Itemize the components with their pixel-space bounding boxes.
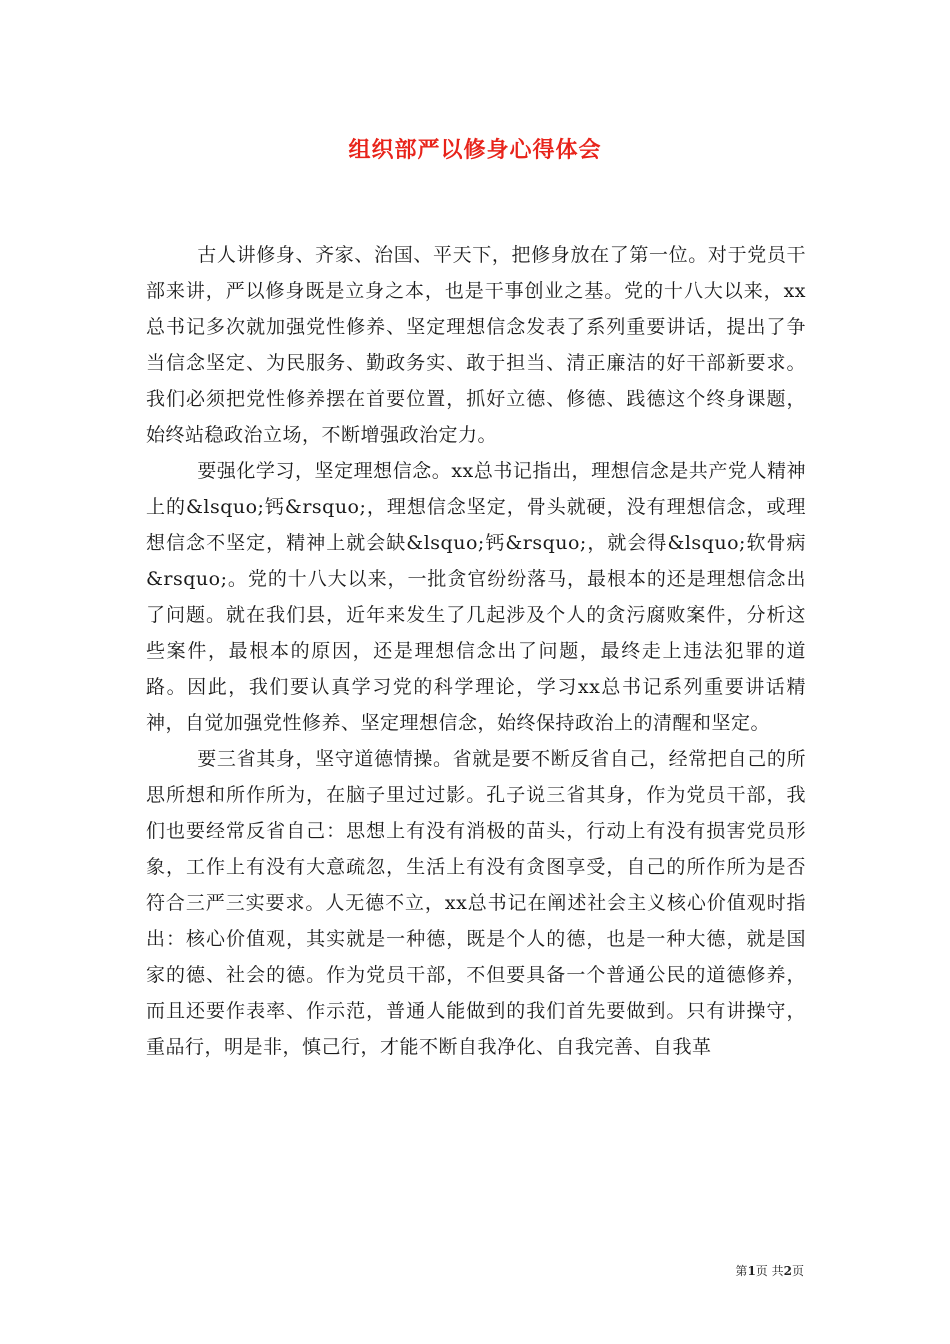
current-page-number: 1 xyxy=(747,1264,756,1278)
paragraph-1: 古人讲修身、齐家、治国、平天下，把修身放在了第一位。对于党员干部来讲，严以修身既是立身之本，也是干事创业之基。党的十八大以来，xx总书记多次就加强党性修养、坚定理想信念发表了系列重要讲话，提出了争当信念坚定、为民服务、勤政务实、敢于担当、清正廉洁的好干部新要求。我们必须把党性修养摆在首要位置，抓好立德、修德、践德这个终身课题，始终站稳政治立场，不断增强政治定力。 xyxy=(146,244,806,446)
page-middle: 页 共 xyxy=(755,1264,784,1278)
page-suffix: 页 xyxy=(791,1264,804,1278)
document-body xyxy=(146,237,806,1065)
document-title: 组织部严以修身心得体会 xyxy=(348,137,602,163)
page-prefix: 第 xyxy=(735,1264,748,1278)
paragraph-2: 要强化学习，坚定理想信念。xx总书记指出，理想信念是共产党人精神上的&lsquo;钙&rsquo;，理想信念坚定，骨头就硬，没有理想信念，或理想信念不坚定，精神上就会缺&lsquo;钙&rsquo;，就会得&lsquo;软骨病&rsquo;。党的十八大以来，一批贪官纷纷落马，最根本的还是理想信念出了问题。就在我们县，近年来发生了几起涉及个人的贪污腐败案件，分析这些案件，最根本的原因，还是理想信念出了问题，最终走上违法犯罪的道路。因此，我们要认真学习党的科学理论，学习xx总书记系列重要讲话精神，自觉加强党性修养、坚定理想信念，始终保持政治上的清醒和坚定。 xyxy=(146,460,806,734)
total-page-number: 2 xyxy=(783,1264,792,1278)
paragraph-3: 要三省其身，坚守道德情操。省就是要不断反省自己，经常把自己的所思所想和所作所为，在脑子里过过影。孔子说三省其身，作为党员干部，我们也要经常反省自己：思想上有没有消极的苗头，行动上有没有损害党员形象，工作上有没有大意疏忽，生活上有没有贪图享受，自己的所作所为是否符合三严三实要求。人无德不立，xx总书记在阐述社会主义核心价值观时指出：核心价值观，其实就是一种德，既是个人的德，也是一种大德，就是国家的德、社会的德。作为党员干部，不但要具备一个普通公民的道德修养，而且还要作表率、作示范，普通人能做到的我们首先要做到。只有讲操守，重品行，明是非，慎己行，才能不断自我净化、自我完善、自我革 xyxy=(146,748,806,1058)
page-number-footer xyxy=(735,1262,804,1279)
